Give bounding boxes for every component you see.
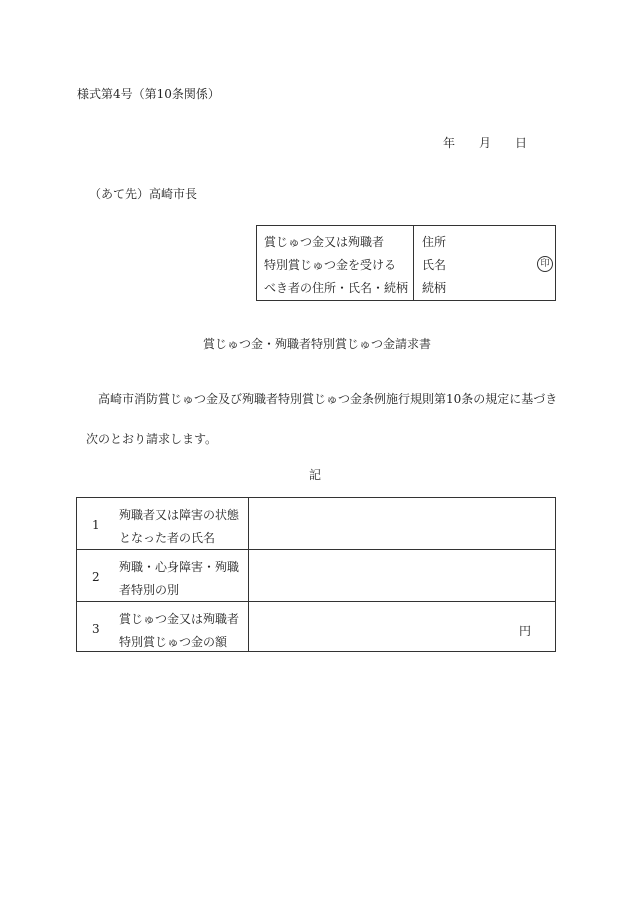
row-number: 1	[92, 518, 100, 532]
row-label-line-1: 殉職・心身障害・殉職	[119, 560, 240, 574]
body-text-line-2: 次のとおり請求します。	[86, 432, 218, 446]
table-row	[77, 602, 555, 654]
date-line	[443, 134, 527, 151]
amount-yen-unit[interactable]: 円	[519, 624, 532, 638]
date-day: 日	[515, 136, 528, 150]
ki-marker: 記	[309, 468, 322, 482]
applicant-label-line-3: べき者の住所・氏名・続柄	[264, 281, 409, 295]
form-number: 様式第4号（第10条関係）	[77, 87, 220, 101]
row-label-line-2: 特別賞じゅつ金の額	[119, 635, 228, 649]
body-text-line-1: 高崎市消防賞じゅつ金及び殉職者特別賞じゅつ金条例施行規則第10条の規定に基づき	[98, 392, 558, 406]
applicant-box-divider	[413, 226, 414, 300]
table-row	[77, 498, 555, 550]
row-number: 2	[92, 570, 100, 584]
date-month: 月	[479, 136, 492, 150]
applicant-label-line-2: 特別賞じゅつ金を受ける	[264, 258, 397, 272]
row-label-line-2: となった者の氏名	[119, 531, 216, 545]
table-row	[77, 550, 555, 602]
date-year: 年	[443, 136, 456, 150]
applicant-label-line-1: 賞じゅつ金又は殉職者	[264, 235, 385, 249]
addressee: （あて先）高崎市長	[89, 187, 198, 201]
row-label-line-2: 者特別の別	[119, 583, 180, 597]
detail-table	[76, 497, 556, 652]
seal-mark: 印	[537, 256, 553, 272]
relation-label: 続柄	[422, 281, 447, 295]
address-label: 住所	[422, 235, 447, 249]
row-label-line-1: 殉職者又は障害の状態	[119, 508, 240, 522]
name-label: 氏名	[422, 258, 447, 272]
applicant-box	[256, 225, 556, 301]
row-number: 3	[92, 622, 100, 636]
document-title: 賞じゅつ金・殉職者特別賞じゅつ金請求書	[203, 337, 432, 351]
row-label-line-1: 賞じゅつ金又は殉職者	[119, 612, 240, 626]
